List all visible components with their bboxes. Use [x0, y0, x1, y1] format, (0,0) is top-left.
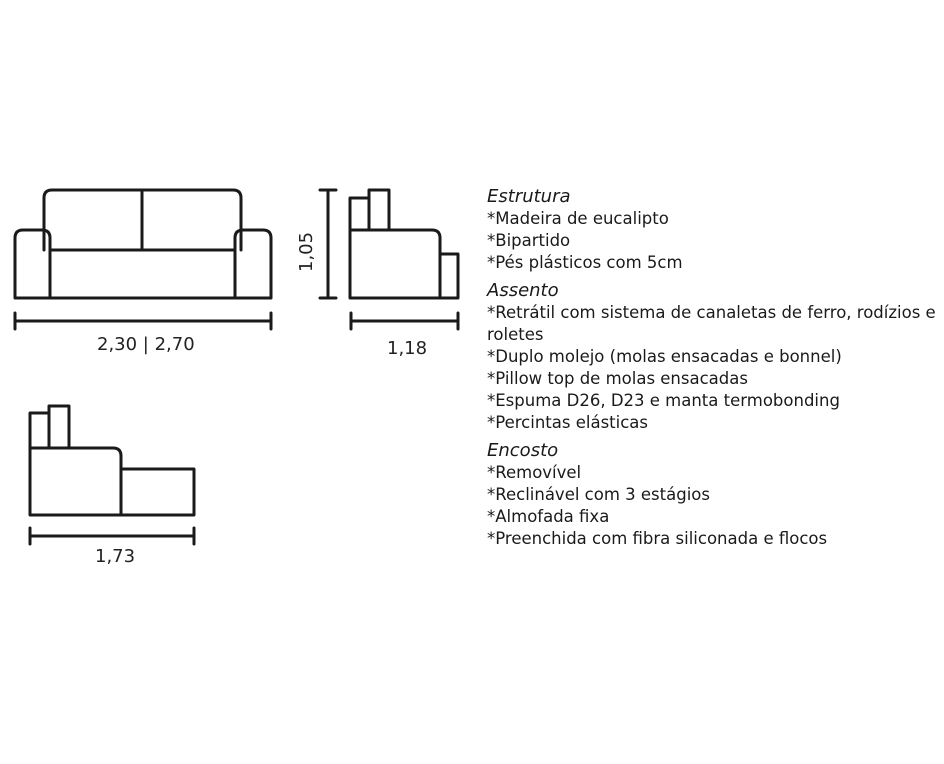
side-headrest: [369, 190, 389, 230]
side-back-cushion: [350, 198, 369, 230]
list-item: *Espuma D26, D23 e manta termobonding: [487, 391, 840, 410]
list-item: *Madeira de eucalipto: [487, 209, 669, 228]
section-title: Assento: [487, 280, 559, 301]
sofa-width-label: 2,30 | 2,70: [97, 334, 195, 355]
list-item: *Pés plásticos com 5cm: [487, 253, 683, 272]
list-item: *Removível: [487, 463, 582, 482]
list-item: *Percintas elásticas: [487, 413, 648, 432]
section-encosto: [487, 440, 942, 550]
section-title: Estrutura: [487, 186, 571, 207]
list-item: *Retrátil com sistema de canaletas de ferro, rodízios e roletes: [487, 303, 936, 344]
section-assento: [487, 280, 942, 434]
open-body: [30, 448, 121, 515]
list-item: *Preenchida com fibra siliconada e flocos: [487, 529, 828, 548]
section-title: Encosto: [487, 440, 559, 461]
open-back-cushion: [30, 413, 49, 448]
list-item: *Almofada fixa: [487, 507, 610, 526]
depth-closed-label: 1,18: [387, 338, 428, 359]
side-footrest: [440, 254, 458, 298]
sofa-side-view-open: [30, 406, 194, 544]
list-item: *Duplo molejo (molas ensacadas e bonnel): [487, 347, 842, 366]
list-item: *Reclinável com 3 estágios: [487, 485, 710, 504]
sofa-side-view-closed: [320, 190, 458, 329]
section-estrutura: [487, 186, 942, 274]
list-item: *Pillow top de molas ensacadas: [487, 369, 748, 388]
list-item: *Bipartido: [487, 231, 571, 250]
depth-open-label: 1,73: [95, 546, 136, 567]
side-body: [350, 230, 440, 298]
specifications: [487, 186, 942, 556]
height-label: 1,05: [296, 231, 317, 272]
sofa-front-view: [15, 190, 271, 329]
front-seat: [50, 250, 235, 298]
open-headrest: [49, 406, 69, 448]
open-extended-seat: [121, 469, 194, 515]
